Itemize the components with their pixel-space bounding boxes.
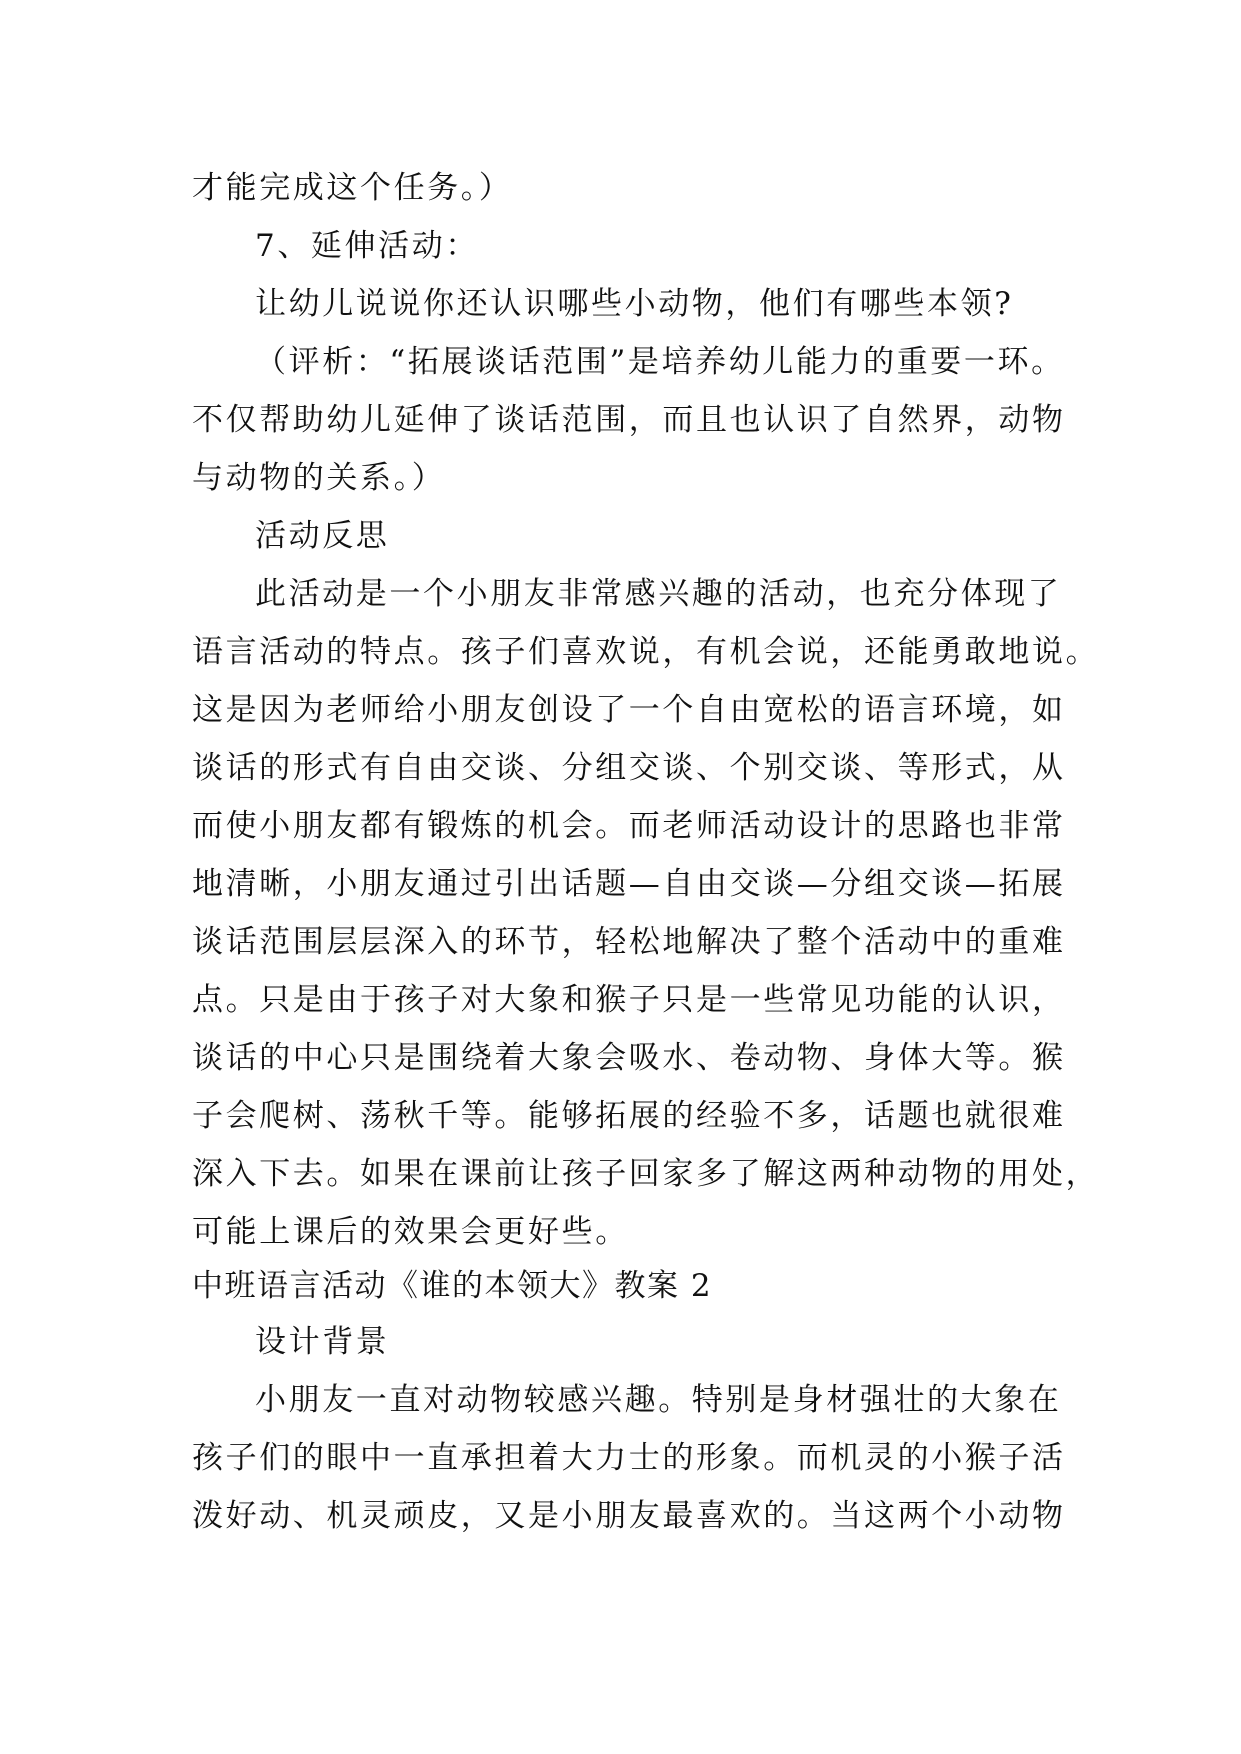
text-line: 深入下去。如果在课前让孩子回家多了解这两种动物的用处，: [192, 1156, 1100, 1192]
text-line: 可能上课后的效果会更好些。: [192, 1214, 629, 1250]
text-line: 不仅帮助幼儿延伸了谈话范围，而且也认识了自然界，动物: [192, 402, 1066, 438]
document-title: 中班语言活动《谁的本领大》教案 2: [192, 1268, 713, 1304]
text-line: 谈话范围层层深入的环节，轻松地解决了整个活动中的重难: [192, 924, 1066, 960]
text-line: 语言活动的特点。孩子们喜欢说，有机会说，还能勇敢地说。: [192, 634, 1100, 670]
text-line: 点。只是由于孩子对大象和猴子只是一些常见功能的认识，: [192, 982, 1066, 1018]
text-line: 泼好动、机灵顽皮，又是小朋友最喜欢的。当这两个小动物: [192, 1498, 1066, 1534]
text-line: 而使小朋友都有锻炼的机会。而老师活动设计的思路也非常: [192, 808, 1066, 844]
text-line: 才能完成这个任务。）: [192, 170, 513, 206]
text-line: 谈话的形式有自由交谈、分组交谈、个别交谈、等形式，从: [192, 750, 1066, 786]
text-line: 与动物的关系。）: [192, 460, 446, 496]
text-line: 孩子们的眼中一直承担着大力士的形象。而机灵的小猴子活: [192, 1440, 1066, 1476]
text-line: 地清晰，小朋友通过引出话题—自由交谈—分组交谈—拓展: [192, 866, 1066, 902]
text-line: 7、延伸活动：: [255, 228, 479, 264]
text-line: 这是因为老师给小朋友创设了一个自由宽松的语言环境，如: [192, 692, 1066, 728]
section-heading: 活动反思: [255, 518, 390, 554]
text-line: 谈话的中心只是围绕着大象会吸水、卷动物、身体大等。猴: [192, 1040, 1066, 1076]
text-line: 让幼儿说说你还认识哪些小动物，他们有哪些本领?: [255, 286, 1014, 322]
section-heading: 设计背景: [255, 1324, 390, 1360]
text-line: 小朋友一直对动物较感兴趣。特别是身材强壮的大象在: [255, 1382, 1062, 1418]
text-line: 子会爬树、荡秋千等。能够拓展的经验不多，话题也就很难: [192, 1098, 1066, 1134]
text-line: （评析：“拓展谈话范围”是培养幼儿能力的重要一环。: [255, 344, 1065, 380]
text-line: 此活动是一个小朋友非常感兴趣的活动，也充分体现了: [255, 576, 1062, 612]
